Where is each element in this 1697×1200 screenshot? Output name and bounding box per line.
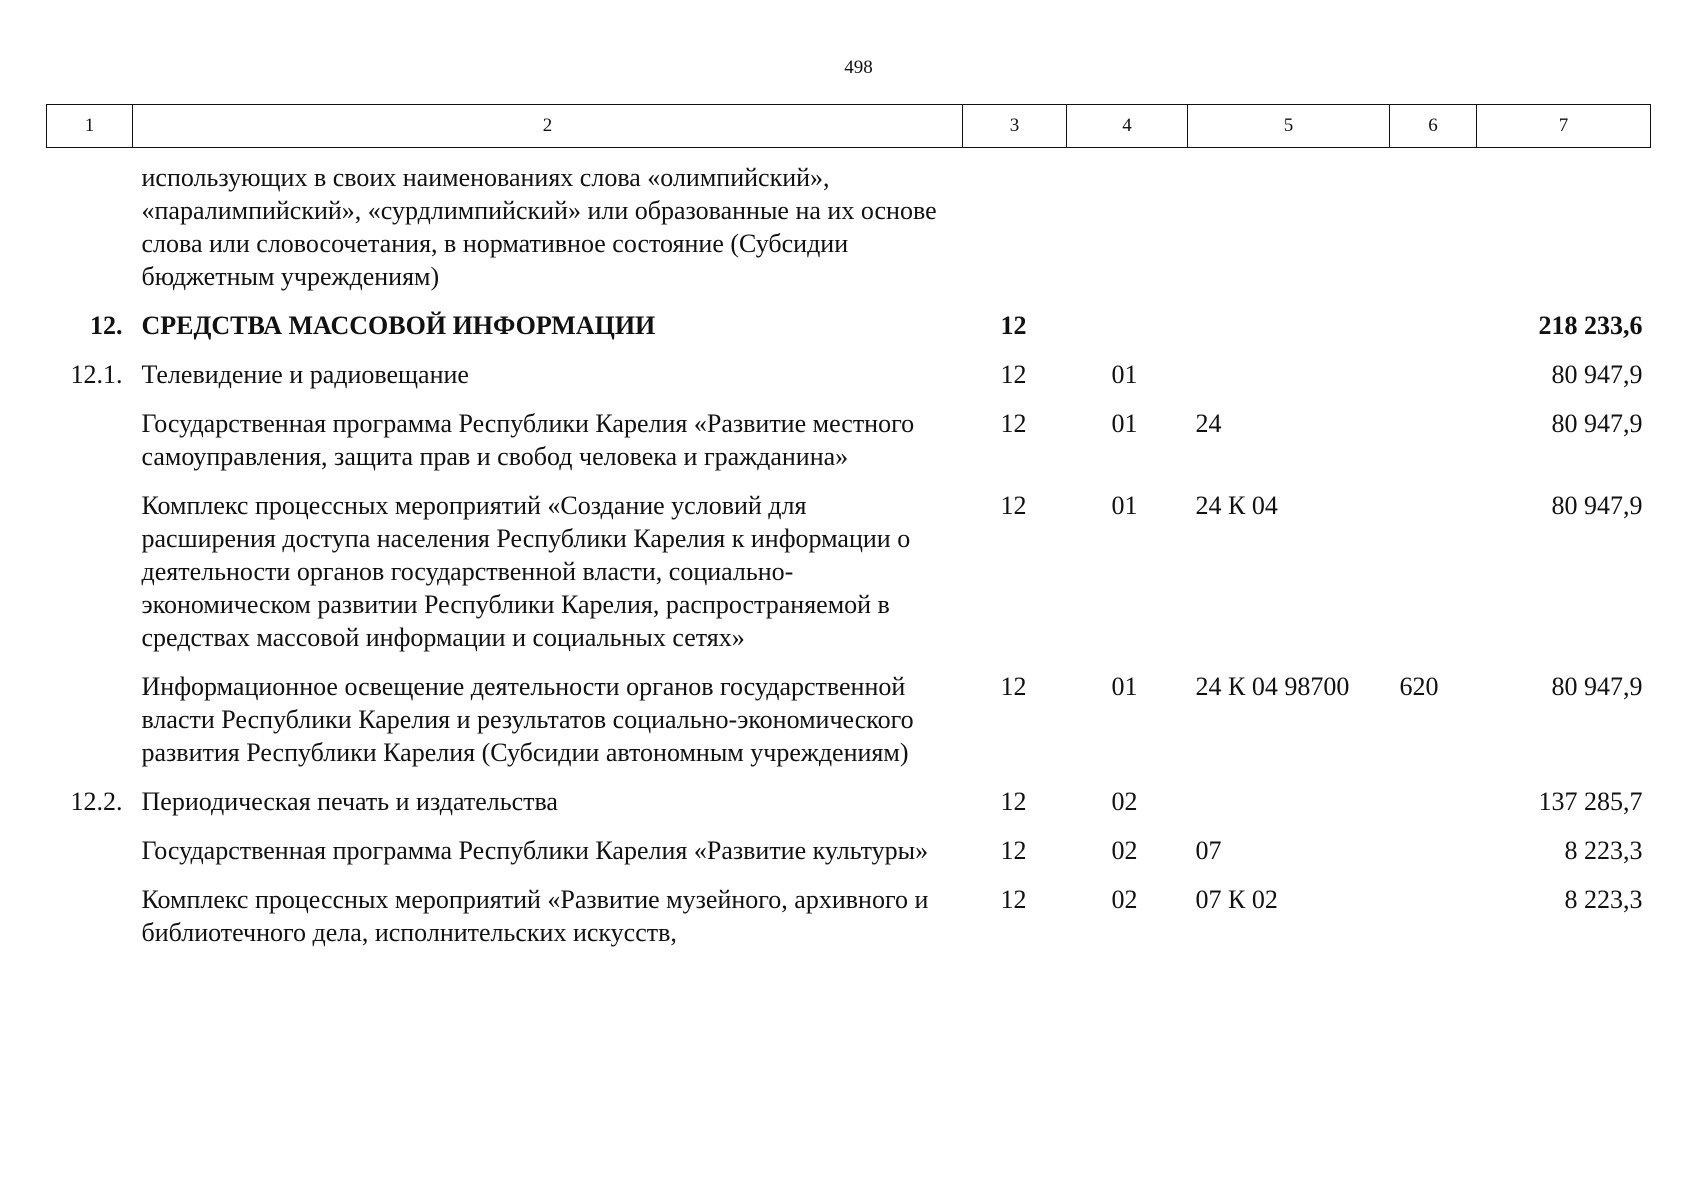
- row-section-code: [963, 148, 1067, 310]
- row-target-article-code: 24: [1195, 409, 1222, 438]
- row-amount: 80 947,9: [1551, 491, 1643, 520]
- row-name: Комплекс процессных мероприятий «Создание условий для расширения доступа населения Республики Карелия к информации о деятельности органов государственной власти, социально-экономическом развитии Республики Карелия, распространяемой в средствах массовой информации и социальных сетях»: [141, 491, 911, 652]
- row-subsection-code: 02: [1111, 885, 1138, 914]
- table-row: [47, 358, 1651, 407]
- row-name: Государственная программа Республики Карелия «Развитие культуры»: [141, 836, 929, 865]
- table-row: [47, 489, 1651, 670]
- table-row-section: [47, 309, 1651, 358]
- row-subsection-code: 01: [1111, 491, 1138, 520]
- row-amount: [1477, 148, 1651, 310]
- row-name: Телевидение и радиовещание: [141, 360, 469, 389]
- row-name: Информационное освещение деятельности органов государственной власти Республики Карелия и результатов социально-экономического развития Республики Карелия (Субсидии автономным учреждениям): [141, 672, 914, 767]
- column-header-1: 1: [47, 105, 133, 148]
- table-header: [47, 105, 1651, 148]
- row-target-article-code: [1188, 309, 1390, 358]
- column-header-6: 6: [1390, 105, 1477, 148]
- row-name: использующих в своих наименованиях слова «олимпийский», «паралимпийский», «сурдлимпийский» или образованные на их основе слова или словосочетания, в нормативное состояние (Субсидии бюджетным учреждениям): [141, 163, 937, 291]
- row-section-code: 12: [1000, 311, 1027, 340]
- row-subsection-code: 02: [1111, 787, 1138, 816]
- row-number: 12.: [90, 311, 123, 340]
- row-name: Государственная программа Республики Карелия «Развитие местного самоуправления, защита прав и свобод человека и гражданина»: [141, 409, 915, 471]
- row-expense-type-code: [1390, 407, 1477, 489]
- row-amount: 8 223,3: [1564, 836, 1643, 865]
- row-number: [47, 883, 133, 965]
- table-row: [47, 883, 1651, 965]
- row-expense-type-code: [1390, 489, 1477, 670]
- column-header-5: 5: [1188, 105, 1390, 148]
- row-amount: 80 947,9: [1551, 360, 1643, 389]
- row-section-code: 12: [1000, 672, 1027, 701]
- column-header-4: 4: [1067, 105, 1188, 148]
- row-amount: 137 285,7: [1538, 787, 1643, 816]
- row-expense-type-code: [1390, 883, 1477, 965]
- row-expense-type-code: [1390, 785, 1477, 834]
- row-expense-type-code: [1390, 358, 1477, 407]
- page-number: 498: [844, 57, 873, 78]
- row-subsection-code: [1067, 148, 1188, 310]
- row-section-code: 12: [1000, 787, 1027, 816]
- row-amount: 80 947,9: [1551, 409, 1643, 438]
- row-target-article-code: [1188, 358, 1390, 407]
- column-header-2: 2: [133, 105, 963, 148]
- row-target-article-code: [1188, 148, 1390, 310]
- column-header-3: 3: [963, 105, 1067, 148]
- row-number: [47, 489, 133, 670]
- row-number: [47, 670, 133, 785]
- row-subsection-code: 01: [1111, 409, 1138, 438]
- row-number: [47, 834, 133, 883]
- row-section-code: 12: [1000, 409, 1027, 438]
- budget-table: [46, 104, 1651, 965]
- row-subsection-code: 02: [1111, 836, 1138, 865]
- table-row: [47, 407, 1651, 489]
- row-expense-type-code: 620: [1399, 672, 1439, 701]
- table-row: [47, 670, 1651, 785]
- row-name: Комплекс процессных мероприятий «Развитие музейного, архивного и библиотечного дела, исполнительских искусств,: [141, 885, 929, 947]
- row-section-code: 12: [1000, 885, 1027, 914]
- row-subsection-code: 01: [1111, 672, 1138, 701]
- row-section-code: 12: [1000, 836, 1027, 865]
- column-number-row: [47, 105, 1651, 148]
- row-target-article-code: 07 К 02: [1195, 885, 1278, 914]
- row-section-code: 12: [1000, 360, 1027, 389]
- row-amount: 80 947,9: [1551, 672, 1643, 701]
- table-row: [47, 785, 1651, 834]
- table-row: [47, 148, 1651, 310]
- row-expense-type-code: [1390, 148, 1477, 310]
- row-target-article-code: 07: [1195, 836, 1222, 865]
- row-target-article-code: 24 К 04: [1195, 491, 1278, 520]
- column-header-7: 7: [1477, 105, 1651, 148]
- row-number: [47, 407, 133, 489]
- row-target-article-code: [1188, 785, 1390, 834]
- row-section-code: 12: [1000, 491, 1027, 520]
- row-subsection-code: 01: [1111, 360, 1138, 389]
- row-number: 12.1.: [70, 360, 123, 389]
- row-subsection-code: [1067, 309, 1188, 358]
- row-number: 12.2.: [70, 787, 123, 816]
- row-amount: 218 233,6: [1538, 311, 1643, 340]
- row-target-article-code: 24 К 04 98700: [1195, 672, 1350, 701]
- row-expense-type-code: [1390, 834, 1477, 883]
- row-expense-type-code: [1390, 309, 1477, 358]
- row-amount: 8 223,3: [1564, 885, 1643, 914]
- table-body: [47, 148, 1651, 966]
- row-name: Периодическая печать и издательства: [141, 787, 558, 816]
- row-name: СРЕДСТВА МАССОВОЙ ИНФОРМАЦИИ: [141, 311, 656, 340]
- table-row: [47, 834, 1651, 883]
- row-number: [47, 148, 133, 310]
